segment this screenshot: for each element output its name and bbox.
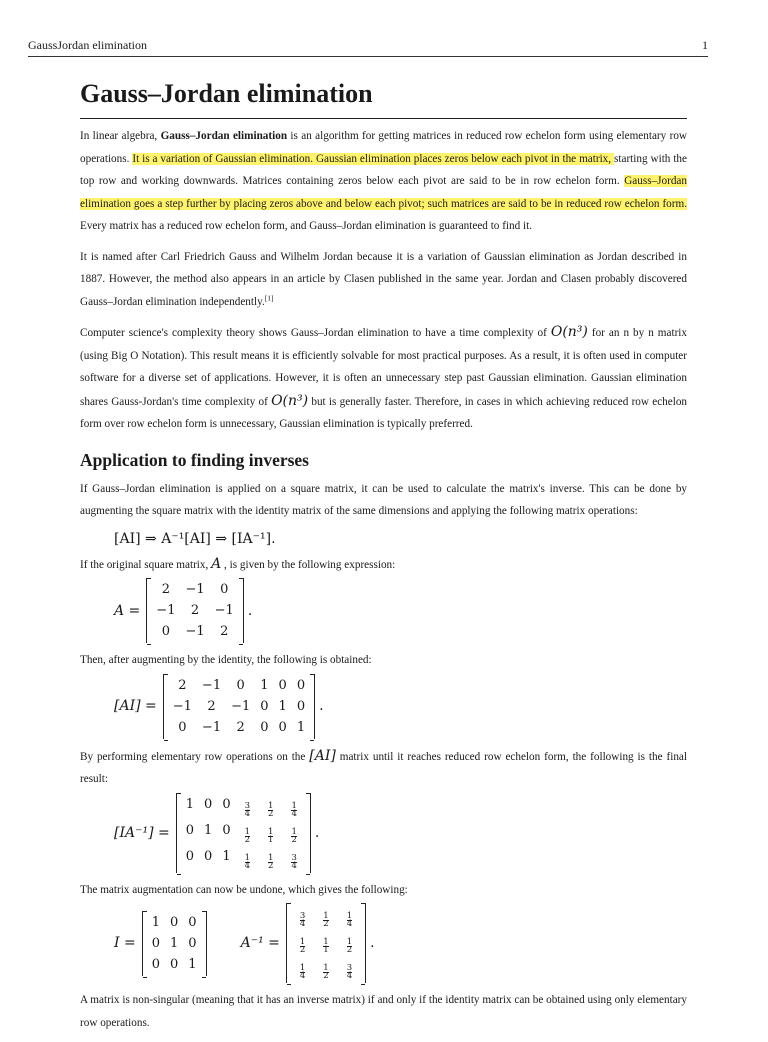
section-paragraph-5: The matrix augmentation can now be undone, which gives the following:	[80, 883, 408, 896]
punctuation: .	[314, 824, 320, 841]
matrix-entry: −1	[201, 677, 222, 693]
bold-term: Gauss–Jordan elimination	[160, 130, 288, 142]
matrix-entry-fraction: $\frac{1}{2}$	[244, 826, 251, 845]
matrix-entry: 0	[236, 677, 245, 693]
matrix-entry-fraction: $\frac{1}{2}$	[346, 937, 353, 955]
complexity-formula: O(n³)	[271, 392, 309, 409]
matrix-entry: 0	[278, 677, 287, 693]
text: If the original square matrix,	[80, 558, 212, 571]
section-paragraph-1: If Gauss–Jordan elimination is applied on a square matrix, it can be used to calculate the matrix's inverse. This can be done by augmenting the square matrix with the identity matrix of the same dimensions and applying the following matrix operations:	[80, 482, 687, 517]
matrix-entry: 0	[222, 796, 231, 812]
matrix-inverse	[286, 903, 366, 983]
matrix-entry: 1	[188, 956, 197, 972]
matrix-entry: −1	[231, 698, 251, 714]
matrix-entry: 1	[278, 698, 287, 714]
section-paragraph-4	[80, 745, 687, 791]
matrix-entry: 0	[185, 822, 195, 838]
matrix-entry-fraction: $\frac{1}{1}$	[323, 937, 329, 955]
matrix-entry: 2	[161, 582, 171, 597]
section-paragraph-6: A matrix is non-singular (meaning that it has an inverse matrix) if and only if the identity matrix can be obtained using only elementary row operations.	[80, 994, 687, 1029]
matrix-entry-fraction: $\frac{3}{4}$	[299, 911, 306, 929]
text: for an n by n matrix (using Big O Notation). This result means it is efficiently solvable for most practical purposes. As a result, it is often used in computer software for a diverse set of applications. However, it is often an unnecessary step past Gaussian elimination. Gaussian elimination shares Gauss-Jordan's time complexity of	[80, 327, 687, 408]
matrix-entry: −1	[214, 603, 234, 618]
matrix-entry: 0	[204, 796, 213, 812]
matrix-AI-block	[114, 674, 687, 739]
matrix-entry-fraction: $\frac{1}{2}$	[268, 852, 274, 871]
intro-paragraph-3	[80, 321, 687, 436]
matrix-label: A =	[114, 602, 141, 619]
section-paragraph-3: Then, after augmenting by the identity, the following is obtained:	[80, 654, 372, 666]
matrix-entry-fraction: $\frac{1}{1}$	[268, 826, 274, 845]
matrix-entry: 0	[151, 935, 160, 951]
matrix-entry: 0	[260, 698, 269, 714]
page-number: 1	[702, 38, 708, 52]
matrix-entry: 0	[170, 956, 179, 972]
matrix-entry-fraction: $\frac{3}{4}$	[244, 800, 251, 819]
matrix-entry-fraction: $\frac{1}{2}$	[323, 911, 329, 929]
matrix-entry: 2	[178, 677, 187, 693]
text: It is named after Carl Friedrich Gauss and Wilhelm Jordan because it is a variation of Gaussian elimination as Jordan described in 1887. However, the method also appears in an article by Clasen published in the same year. Jordan and Clasen probably discovered Gauss–Jordan elimination independently.	[80, 250, 687, 308]
matrix-result-block	[114, 903, 687, 983]
matrix-entry: 2	[207, 698, 216, 714]
text: matrix until it reaches reduced row echelon form, the following is the final result:	[80, 750, 687, 785]
header-rule	[28, 56, 708, 57]
matrix-entry: 0	[204, 848, 213, 864]
matrix-entry: 2	[220, 624, 229, 639]
matrix-entry-fraction: $\frac{1}{4}$	[299, 963, 306, 981]
matrix-entry: 0	[188, 914, 197, 930]
matrix-entry-fraction: $\frac{1}{4}$	[244, 852, 251, 871]
matrix-entry: −1	[156, 603, 176, 618]
text: is an algorithm for getting matrices in reduced row echelon form using elementary row operations.	[80, 130, 687, 165]
matrix-entry: −1	[185, 582, 205, 597]
matrix-augmented	[163, 674, 315, 739]
text: Every matrix has a reduced row echelon form, and Gauss–Jordan elimination is guaranteed to find it.	[80, 220, 533, 232]
matrix-entry-fraction: $\frac{1}{2}$	[299, 937, 306, 955]
matrix-entry: 0	[178, 719, 187, 735]
matrix-entry: 0	[296, 677, 306, 693]
intro-paragraph-2	[80, 246, 687, 314]
matrix-entry-fraction: $\frac{1}{4}$	[346, 911, 353, 929]
citation-link[interactable]: [1]	[264, 292, 274, 302]
matrix-entry: 1	[170, 935, 179, 951]
matrix-reduced	[176, 793, 311, 873]
matrix-entry: 0	[278, 719, 287, 735]
complexity-formula: O(n³)	[550, 324, 588, 340]
text: , is given by the following expression:	[221, 558, 396, 571]
matrix-entry-fraction: $\frac{1}{4}$	[291, 800, 297, 819]
matrix-entry-fraction: $\frac{3}{4}$	[346, 963, 353, 981]
matrix-entry: 2	[236, 719, 245, 735]
highlighted-text: Gauss–Jordan elimination goes a step further by placing zeros above and below each pivot; such matrices are said to be in reduced row echelon form.	[80, 175, 687, 210]
intro-paragraph-1	[80, 125, 687, 238]
article-body	[80, 76, 687, 1042]
matrix-label: [IA⁻¹] =	[114, 824, 170, 841]
text: By performing elementary row operations on the	[80, 750, 310, 763]
matrix-entry: 0	[185, 848, 195, 864]
matrix-variable: [AI]	[309, 747, 336, 764]
text: starting with the top row and working downwards. Matrices containing zeros below each pivot are said to be in row echelon form.	[80, 152, 687, 187]
matrix-IAinv-block	[114, 793, 687, 873]
highlighted-text: It is a variation of Gaussian elimination. Gaussian elimination places zeros below each pivot in the matrix,	[132, 152, 615, 165]
matrix-entry: −1	[185, 624, 205, 639]
running-title: GaussJordan elimination	[28, 38, 147, 52]
matrix-entry: 0	[151, 956, 160, 972]
matrix-entry-fraction: $\frac{1}{2}$	[323, 963, 329, 981]
matrix-entry: 1	[222, 848, 231, 864]
matrix-entry: 0	[188, 935, 197, 951]
matrix-entry-fraction: $\frac{1}{2}$	[268, 800, 274, 819]
matrix-entry: 1	[296, 719, 306, 735]
matrix-label: [AI] =	[114, 698, 157, 714]
matrix-entry: 0	[222, 822, 231, 838]
matrix-label: I =	[114, 935, 136, 951]
punctuation: .	[370, 935, 375, 951]
text: In linear algebra,	[80, 130, 161, 142]
matrix-entry: 0	[170, 914, 179, 930]
punctuation: .	[319, 698, 324, 714]
matrix-entry-fraction: $\frac{1}{2}$	[291, 826, 297, 845]
matrix-entry: 1	[151, 914, 160, 930]
matrix-entry: 1	[185, 796, 195, 812]
equation-inverse: [AI] ⇒ A⁻¹[AI] ⇒ [IA⁻¹].	[114, 530, 276, 547]
punctuation: .	[247, 602, 253, 619]
matrix-variable: A	[211, 555, 222, 572]
matrix-entry: 1	[260, 677, 269, 693]
matrix-entry-fraction: $\frac{3}{4}$	[291, 852, 297, 871]
section-heading: Application to finding inverses	[80, 449, 309, 470]
matrix-entry: 0	[296, 698, 306, 714]
matrix-entry: 1	[204, 822, 213, 838]
matrix-entry: −1	[201, 719, 222, 735]
text: but is generally faster. Therefore, in cases in which achieving reduced row echelon form over row echelon form is unnecessary, Gaussian elimination is typically preferred.	[80, 395, 688, 430]
matrix-identity	[142, 911, 207, 976]
matrix-entry: 0	[260, 719, 269, 735]
running-header	[28, 38, 708, 53]
matrix-entry: −1	[172, 698, 192, 714]
matrix-A-block	[114, 578, 687, 643]
matrix-entry: 0	[220, 582, 229, 597]
matrix-label: A⁻¹ =	[240, 935, 280, 951]
text: Computer science's complexity theory shows Gauss–Jordan elimination to have a time complexity of	[80, 327, 551, 339]
section-paragraph-2	[80, 553, 687, 577]
matrix-entry: 2	[190, 603, 200, 618]
title-rule	[80, 118, 687, 119]
matrix-A	[146, 578, 244, 643]
page-title: Gauss–Jordan elimination	[80, 79, 373, 108]
matrix-entry: 0	[161, 624, 171, 639]
